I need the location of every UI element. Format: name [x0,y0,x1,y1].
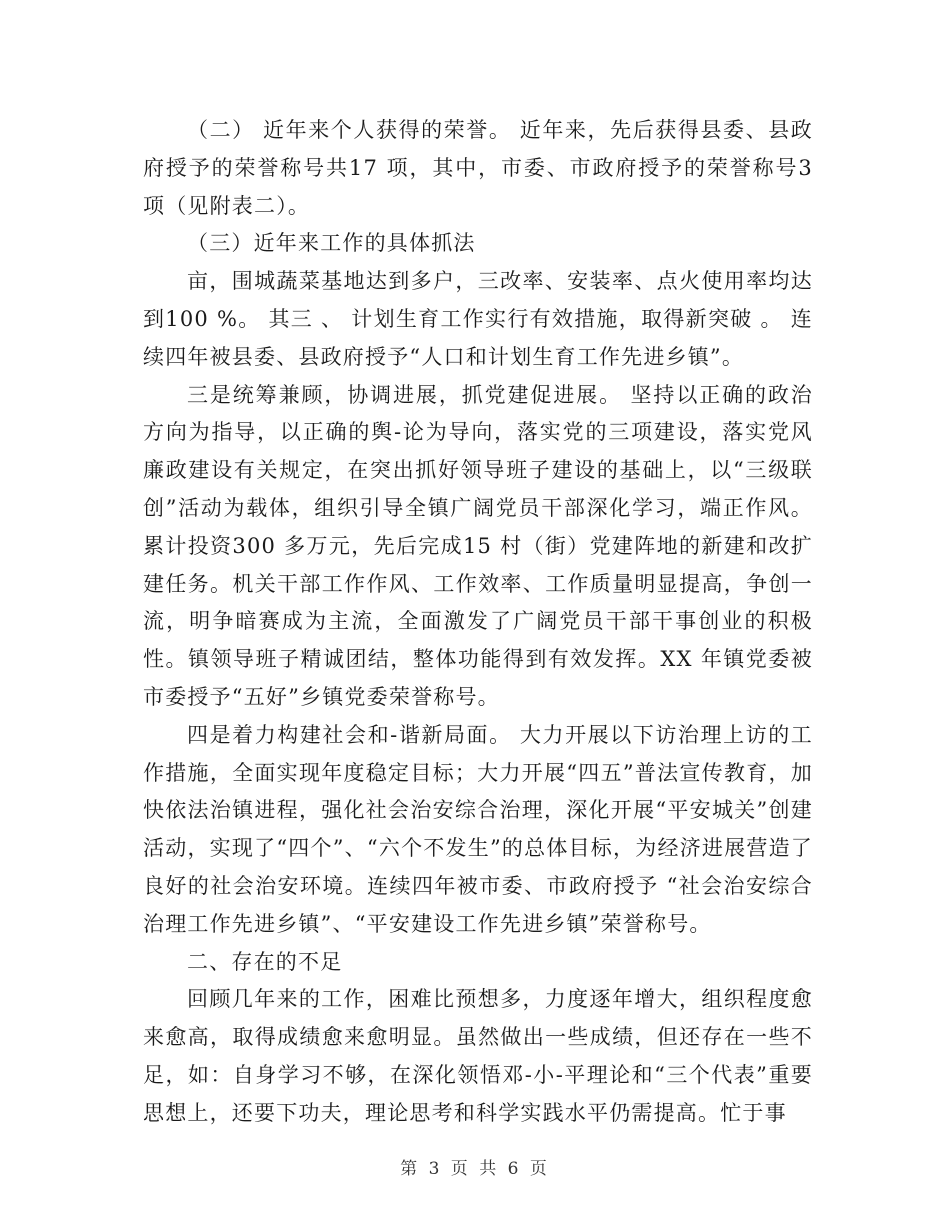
document-body [143,112,813,1133]
heading-work-methods: （三）近年来工作的具体抓法 [187,231,476,256]
paragraph-social-harmony: 四是着力构建社会和-谐新局面。 大力开展以下访治理上访的工作措施，全面实现年度稳定目标；大力开展“四五”普法宣传教育，加快依法治镇进程，强化社会治安综合治理，深化开展“平安城关”创建活动，实现了“四个”、“六个不发生”的总体目标，为经济进展营造了良好的社会治安环境。连续四年被市委、市政府授予 “社会治安综合治理工作先进乡镇”、“平安建设工作先进乡镇”荣誉称号。 [143,722,813,936]
heading-shortcomings: 二、存在的不足 [187,949,343,974]
paragraph-personal-honors: （二） 近年来个人获得的荣誉。 近年来，先后获得县委、县政府授予的荣誉称号共17 项，其中，市委、市政府授予的荣誉称号3 项（见附表二）。 [143,118,813,218]
page-footer: 第 3 页 共 6 页 [400,1159,550,1179]
paragraph-vegetable-base: 亩，围城蔬菜基地达到多户，三改率、安装率、点火使用率均达到100 %。 其三 、 计划生育工作实行有效措施，取得新突破 。 连续四年被县委、县政府授予“人口和计划生育工作先进乡镇”。 [143,269,813,369]
paragraph-review: 回顾几年来的工作，困难比预想多，力度逐年增大，组织程度愈来愈高，取得成绩愈来愈明显。虽然做出一些成绩，但还存在一些不足，如：自身学习不够，在深化领悟邓-小-平理论和“三个代表”重要思想上，还要下功夫，理论思考和科学实践水平仍需提高。忙于事 [143,987,813,1125]
paragraph-party-building: 三是统筹兼顾，协调进展，抓党建促进展。 坚持以正确的政治方向为指导，以正确的舆-论为导向，落实党的三项建设，落实党风廉政建设有关规定，在突出抓好领导班子建设的基础上，以“三级联创”活动为载体，组织引导全镇广阔党员干部深化学习，端正作风。累计投资300 多万元，先后完成15 村（街）党建阵地的新建和改扩建任务。机关干部工作作风、工作效率、工作质量明显提高，争创一流，明争暗赛成为主流，全面激发了广阔党员干部干事创业的积极性。镇领导班子精诚团结，整体功能得到有效发挥。XX 年镇党委被市委授予“五好”乡镇党委荣誉称号。 [143,382,813,709]
